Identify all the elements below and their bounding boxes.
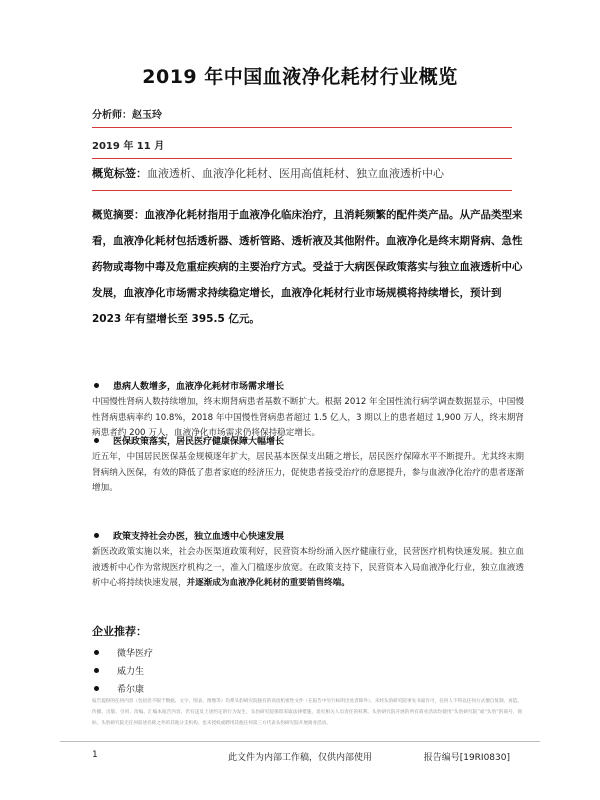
divider-line <box>92 190 512 191</box>
report-date: 2019 年 11 月 <box>92 141 165 152</box>
overview-abstract: 概览摘要：血液净化耗材指用于血液净化临床治疗，且消耗频繁的配件类产品。从产品类型来看，血液净化耗材包括透析器、透析管路、透析液及其他附件。血液净化是终末期肾病、急性药物或毒物中毒及危重症疾病的主要治疗方式。受益于大病医保政策落实与独立血液透析中心发展，血液净化市场需求持续稳定增长，血液净化耗材行业市场规模将持续增长，预计到 2023 年有望增长至 395.5 亿元。 <box>92 209 523 325</box>
bullet-icon <box>94 533 99 538</box>
recommendations-list <box>92 643 153 697</box>
disclaimer-text: 报告提供的任何内容（包括但不限于数据、文字、图表、图像等）均系头豹研究院独有的高度机密性文件（在报告中另行标明出处者除外）。未经头豹研究院事先书面许可，任何人不得以任何方式擅自复制、再造、传播、出版、引用、改编、汇编本报告内容，若有违反上述约定的行为发生，头豹研究院保留采取法律措施，追究相关人员责任的权利。头豹研究院开展的所有商业活动均使用“头豹研究院”或“头豹”的商号、商标，头豹研究院无任何前述名称之外的其他分支机构，也未授权或聘用其他任何第三方代表头豹研究院开展商业活动。 <box>92 699 522 726</box>
tags-label: 概览标签： <box>92 167 147 180</box>
tags-text: 血液透析、血液净化耗材、医用高值耗材、独立血液透析中心 <box>147 167 444 180</box>
section-body: 中国慢性肾病人数持续增加，终末期肾病患者基数不断扩大。根据 2012 年全国性流行病学调查数据显示，中国慢性肾病患病率约 10.8%，2018 年中国慢性肾病患者超过 1.5 亿人，3 期以上的患者超过 1,900 万人，终末期肾病患者约 200 万人，血液净化市场需求仍将保持稳定增长。 <box>92 397 524 438</box>
bullet-icon <box>94 438 99 443</box>
section-body: 近五年，中国居民医保基金规模逐年扩大，居民基本医保支出随之增长，居民医疗保障水平不断提升。尤其终末期肾病纳入医保，有效的降低了患者家庭的经济压力，促使患者接受治疗的意愿提升，参与血液净化治疗的患者逐渐增加。 <box>92 452 524 493</box>
divider-line <box>92 127 512 128</box>
divider-line <box>92 158 512 159</box>
report-title: 2019 年中国血液净化耗材行业概览 <box>142 66 458 88</box>
list-item: 威力生 <box>92 661 153 679</box>
footer-divider <box>60 741 540 742</box>
bullet-icon <box>94 668 99 673</box>
section-heading: 患病人数增多，血液净化耗材市场需求增长 <box>113 381 285 392</box>
bullet-icon <box>94 650 99 655</box>
bullet-icon <box>94 686 99 691</box>
footer-notice: 此文件为内部工作稿，仅供内部使用 <box>227 753 372 763</box>
section-body-emphasis: 并逐渐成为血液净化耗材的重要销售终端。 <box>186 578 350 588</box>
section-policy <box>92 528 524 592</box>
report-number: 报告编号[19RI0830] <box>423 753 510 763</box>
list-item: 希尔康 <box>92 679 153 697</box>
overview-tags <box>92 165 444 181</box>
bullet-icon <box>94 383 99 388</box>
section-heading: 医保政策落实，居民医疗健康保障大幅增长 <box>113 436 285 447</box>
list-item: 微华医疗 <box>92 643 153 661</box>
section-insurance <box>92 433 524 497</box>
recommendations-heading: 企业推荐： <box>92 625 147 638</box>
section-body: 新医改政策实施以来，社会办医渠道政策利好，民营资本纷纷涌入医疗健康行业，民营医疗机构快速发展。独立血液透析中心作为常规医疗机构之一，准入门槛逐步放宽。在政策支持下，民营资本入局血液净化行业，独立血液透析中心将持续快速发展，并逐渐成为血液净化耗材的重要销售终端。 <box>92 547 524 588</box>
analyst-line: 分析师：赵玉玲 <box>92 110 162 121</box>
page-number: 1 <box>92 750 98 760</box>
section-patients <box>92 378 524 442</box>
section-heading: 政策支持社会办医，独立血透中心快速发展 <box>113 531 285 542</box>
